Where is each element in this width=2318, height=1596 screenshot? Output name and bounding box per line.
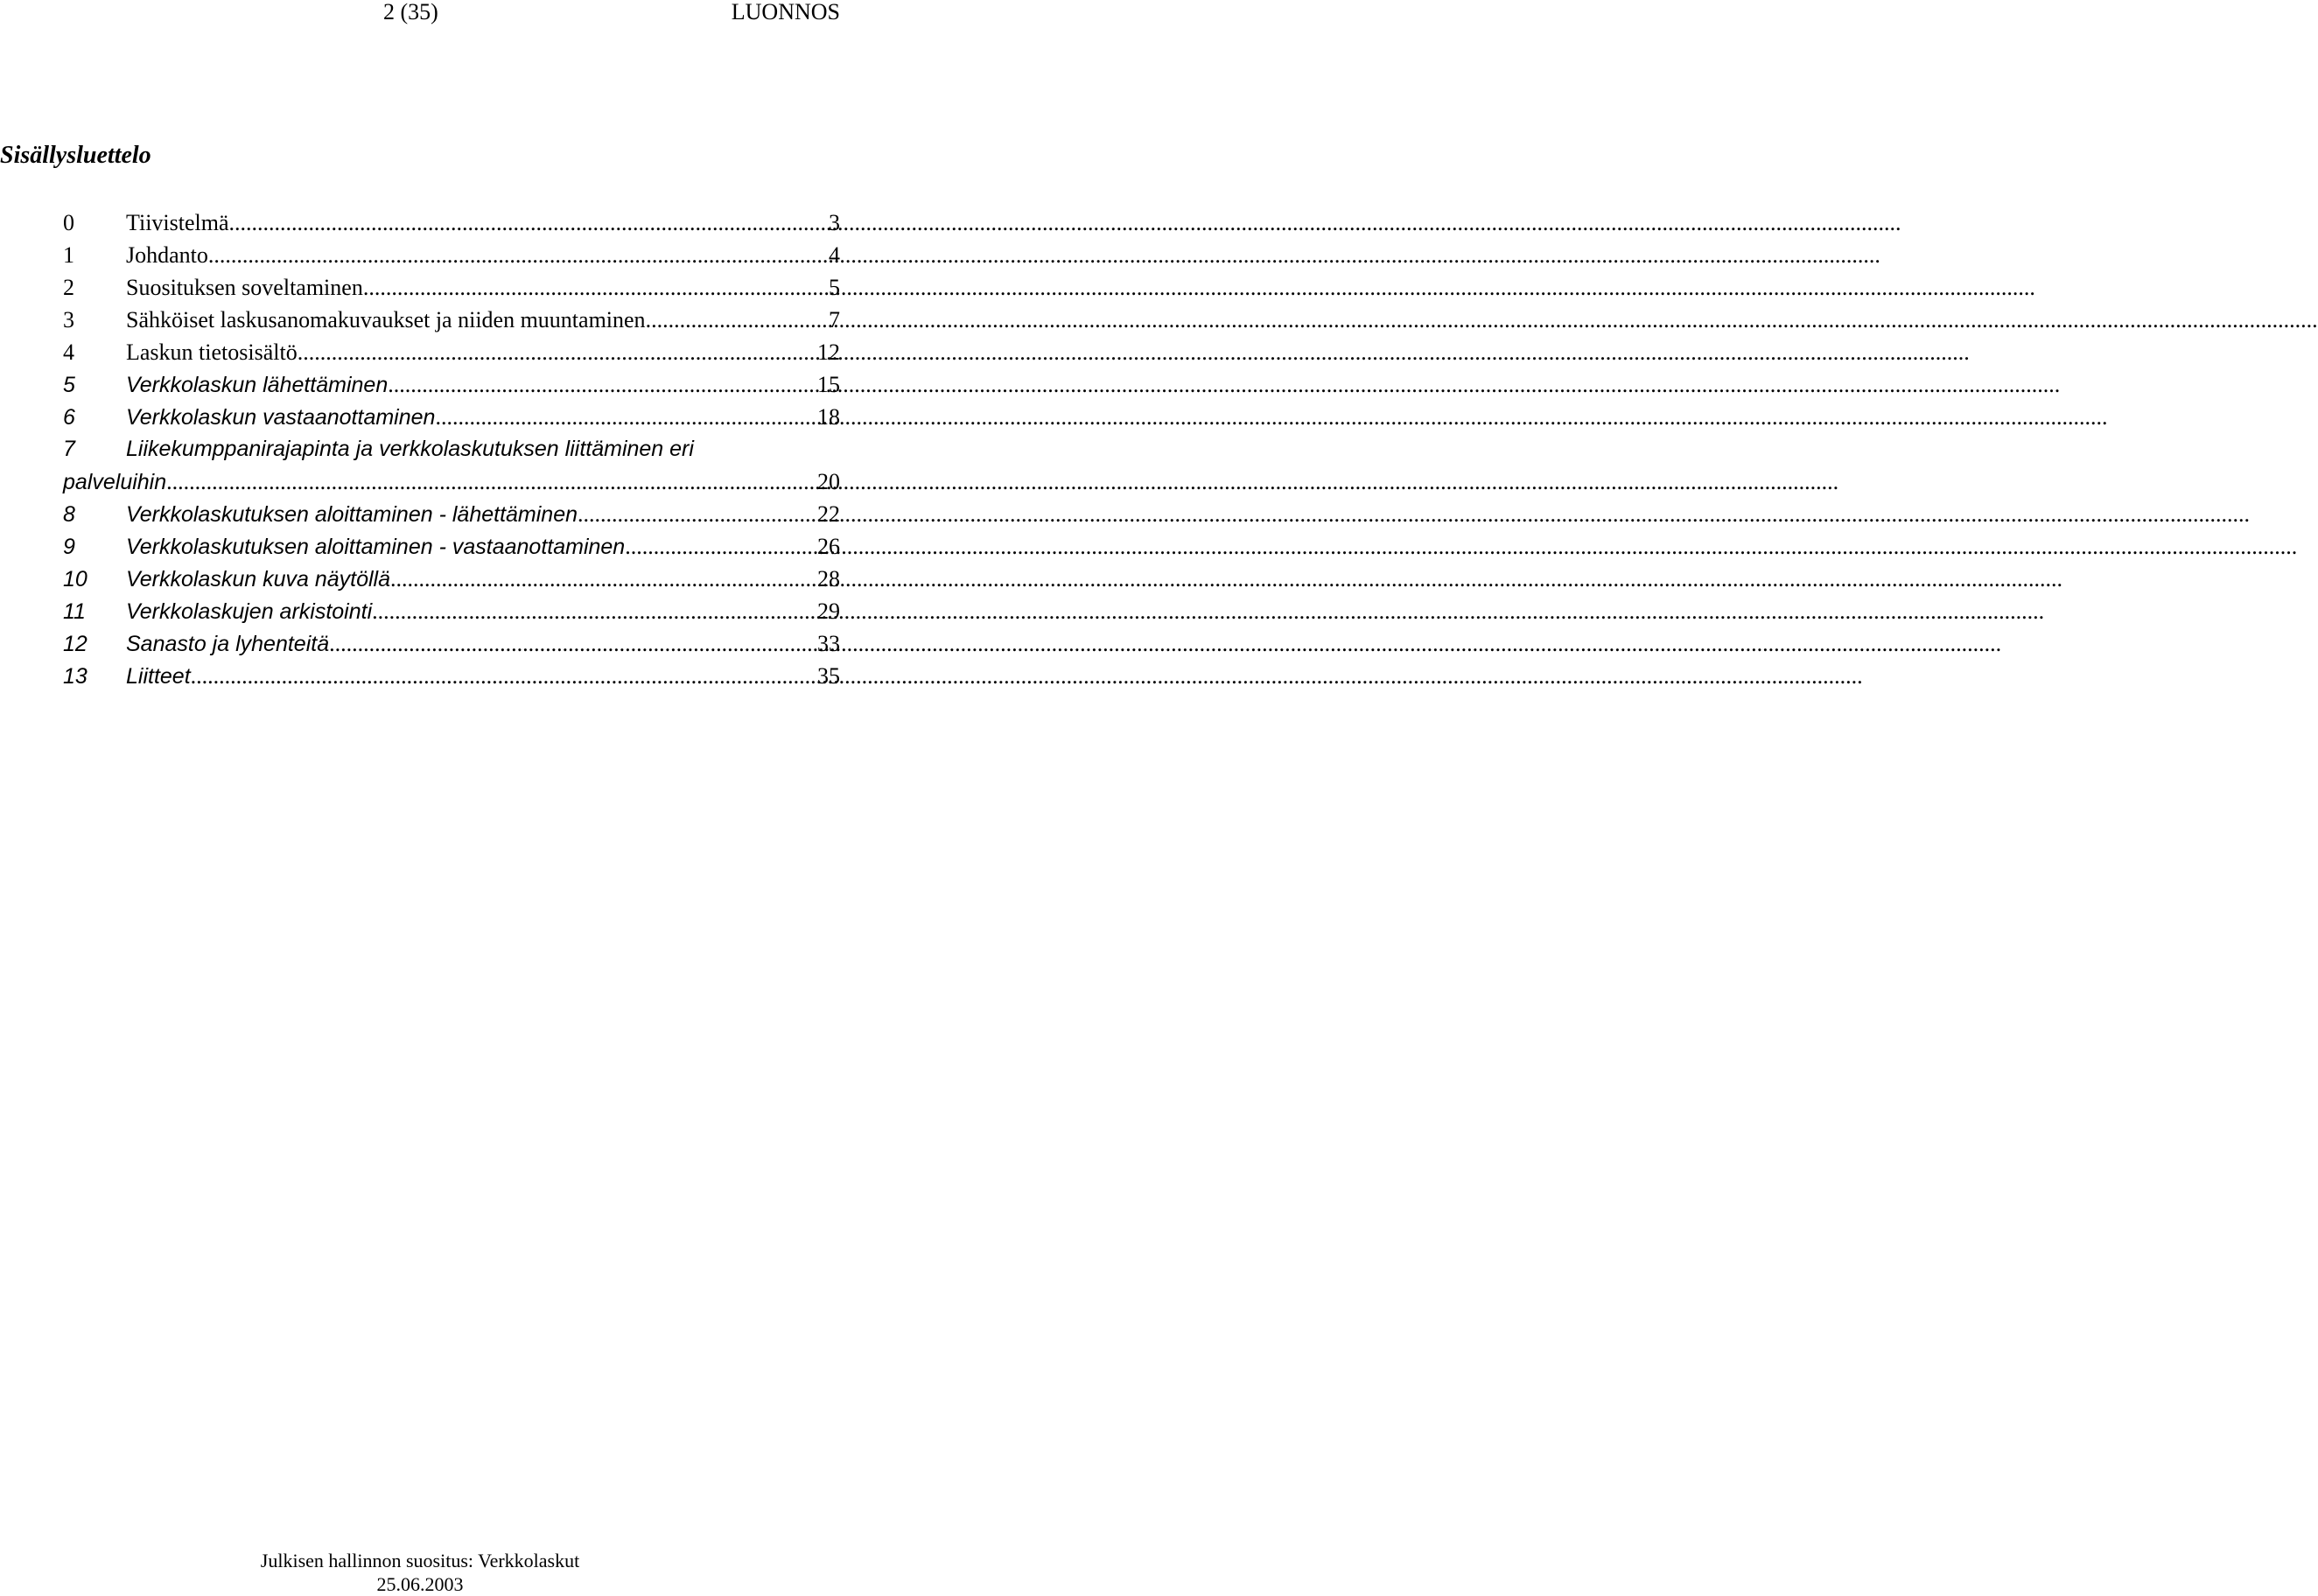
dot-leader [578, 498, 814, 530]
toc-number: 4 [63, 340, 74, 365]
toc-number: 7 [63, 437, 75, 461]
toc-entry-11[interactable] [63, 595, 840, 627]
toc-number: 2 [63, 275, 74, 300]
document-status: LUONNOS [731, 0, 840, 24]
toc-number: 1 [63, 242, 74, 268]
toc-number: 6 [63, 405, 75, 430]
dot-leader [388, 368, 814, 401]
toc-text: Verkkolaskun lähettäminen [126, 373, 389, 397]
toc-text: Verkkolaskun kuva näytöllä [126, 567, 391, 592]
dot-leader [191, 660, 814, 692]
toc-title: Sisällysluettelo [0, 142, 151, 169]
dot-leader [646, 304, 825, 336]
dot-leader [166, 466, 814, 498]
dot-leader [435, 401, 814, 433]
toc-page: 5 [829, 275, 840, 300]
toc-page: 26 [817, 534, 840, 559]
toc-text: Verkkolaskujen arkistointi [126, 599, 373, 624]
dot-leader [625, 530, 814, 563]
dot-leader [208, 239, 825, 271]
toc-entry-13[interactable] [63, 660, 840, 692]
toc-text: Verkkolaskutuksen aloittaminen - vastaanottaminen [126, 535, 626, 559]
toc-entry-4[interactable] [63, 336, 840, 368]
toc-text-continued: palveluihin [63, 470, 167, 494]
toc-entry-3[interactable] [63, 304, 840, 336]
dot-leader [298, 336, 814, 368]
toc-page: 3 [829, 210, 840, 235]
toc-number: 10 [63, 567, 88, 592]
toc-text: Liitteet [126, 664, 191, 689]
toc-page: 18 [817, 404, 840, 430]
toc-text: Sanasto ja lyhenteitä [126, 632, 330, 656]
toc-entry-7[interactable] [63, 433, 840, 498]
toc-text: Sähköiset laskusanomakuvaukset ja niiden muuntaminen [126, 307, 646, 332]
toc-entry-0[interactable] [63, 206, 840, 239]
toc-page: 4 [829, 242, 840, 268]
toc-entry-6[interactable] [63, 401, 840, 433]
toc-page: 22 [817, 501, 840, 527]
toc-page: 35 [817, 663, 840, 689]
toc-text: Liikekumppanirajapinta ja verkkolaskutuksen liittäminen eri [126, 437, 694, 461]
toc-entry-10[interactable] [63, 563, 840, 595]
dot-leader [363, 271, 825, 304]
toc-page: 15 [817, 372, 840, 397]
dot-leader [229, 206, 825, 239]
footer-date: 25.06.2003 [376, 1573, 464, 1595]
toc-text: Tiivistelmä [126, 210, 229, 235]
page-footer [0, 1549, 840, 1596]
toc-entry-2[interactable] [63, 271, 840, 304]
toc-number: 3 [63, 307, 74, 332]
toc-number: 9 [63, 535, 75, 559]
toc-page: 20 [817, 469, 840, 494]
toc-text: Verkkolaskun vastaanottaminen [126, 405, 436, 430]
dot-leader [372, 595, 814, 627]
toc-entry-5[interactable] [63, 368, 840, 401]
toc-text: Laskun tietosisältö [126, 340, 298, 365]
toc-page: 29 [817, 598, 840, 624]
toc-entry-1[interactable] [63, 239, 840, 271]
toc-number: 0 [63, 210, 74, 235]
footer-title: Julkisen hallinnon suositus: Verkkolaskut [260, 1550, 580, 1572]
toc-text: Verkkolaskutuksen aloittaminen - lähettäminen [126, 502, 578, 527]
toc-page: 12 [817, 340, 840, 365]
toc-page: 33 [817, 631, 840, 656]
toc-number: 8 [63, 502, 75, 527]
toc-number: 13 [63, 664, 88, 689]
table-of-contents [63, 206, 840, 692]
toc-text: Johdanto [126, 242, 208, 268]
dot-leader [390, 563, 814, 595]
toc-entry-8[interactable] [63, 498, 840, 530]
toc-entry-12[interactable] [63, 627, 840, 660]
page-indicator: 2 (35) [383, 0, 438, 24]
dot-leader [329, 627, 814, 660]
toc-number: 12 [63, 632, 88, 656]
toc-page: 28 [817, 566, 840, 592]
toc-text: Suosituksen soveltaminen [126, 275, 363, 300]
toc-number: 5 [63, 373, 75, 397]
toc-number: 11 [63, 599, 86, 624]
toc-entry-9[interactable] [63, 530, 840, 563]
toc-page: 7 [829, 307, 840, 332]
